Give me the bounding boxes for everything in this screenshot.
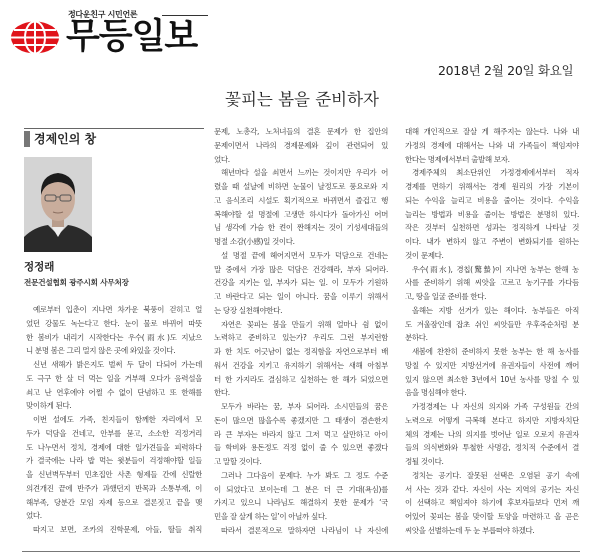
section-marker (24, 131, 30, 147)
bottom-divider (22, 551, 580, 552)
article-text-line: 한 봄비가 내리기 시작한다는 우수(雨水)도 지났으 (26, 332, 202, 342)
article-text-line: 있지 않으면 최소한 3년에서 10년 농사를 망칠 수 있 (405, 374, 579, 384)
article-text-line: 쇠고 난 연후에야 어쩔 수 없이 단념하고 또 한해를 (26, 387, 202, 397)
article-text-line: 체의 경제는 나의 의지를 벗어난 일로 오로지 유권자 (405, 429, 579, 439)
article-text-line: 돈이 많으면 많을수록 좋겠지만 그 태생이 겸손한지 (214, 415, 388, 425)
article-text-line: 이다. 내가 변하지 않고 주변이 변화되기를 원하는 (405, 237, 579, 246)
article-text-line: 해년마다 설을 쇠면서 느끼는 것이지만 우리가 어 (221, 168, 388, 178)
article-text-line: 도 극구 한 살 더 먹는 일을 거부해 오다가 음력설을 (26, 373, 202, 383)
article-text-line: 그러나 그다음이 문제다. 누가 봐도 그 정도 수준 (221, 470, 388, 480)
section-divider (24, 128, 204, 129)
article-text-line: 경제를 면하기 위해서는 경제 원리의 가장 기본이 (405, 182, 579, 191)
article-text-line: 고 바란다고 되는 일이 아니다. 꿈을 이루기 위해서 (214, 292, 388, 301)
section-title: 경제인의 창 (34, 132, 97, 146)
article-text-line: 복해야할 설 명절에 고생만 하시다가 돌아가신 어머 (214, 209, 388, 219)
article-text-line: 는 당장 실천해야한다. (214, 305, 283, 315)
article-text-line: 신년 새해가 밝은지도 벌써 두 달이 다되어 가는데 (33, 360, 202, 369)
article-text-line: 사를 준비하기 위해 씨앗을 고르고 농기구를 가다듬 (405, 278, 579, 288)
author-photo (24, 157, 92, 252)
article-text-line: 워서 건강을 지키고 유지하기 위해서는 새해 아침부 (214, 360, 388, 370)
article-text-line: 되는 수익을 늘리고 비용을 줄이는 것이다. 수익을 (405, 195, 579, 205)
article-text-line: 가 결국에는 나라 밥 먹는 윗분들이 걱정해야할 일들 (26, 456, 202, 466)
article-text-line: 것이 문제다. (405, 250, 444, 260)
article-text-line: 의견개진 끝에 반주가 과했던지 반목과 소통부재, 이 (26, 483, 202, 493)
article-text-line: 문제이면서 나라의 경제문제와 깊이 관련되어 있 (214, 140, 388, 150)
article-text-line: 과 한 치도 어긋남이 없는 정직함을 자연으로부터 배 (214, 347, 388, 356)
article-text-line: 노력으로 어떻게 극복해 본다고 하지만 지방자치단 (405, 415, 579, 425)
article-text-line: 예로부터 입춘이 지나면 차가운 북풍이 걷히고 얼 (33, 305, 202, 314)
article-text-line: 작은 것부터 실천하면 성과는 정직하게 나타날 것 (405, 223, 579, 233)
article-text-line: 렸을 때 설날에 비하면 눈물이 날정도로 풍요로와 지 (214, 182, 388, 191)
article-text-line: 정치는 공기다. 잘못된 선택은 오염된 공기 속에 (412, 470, 579, 480)
article-text-line: 어있어 꽃피는 봄을 맞이할 토양을 마련하고 올 곧은 (405, 512, 579, 521)
article-text-line: 해부족, 당분간 모임 자제 등으로 결론짓고 끝을 맺 (26, 497, 202, 507)
issue-date: 2018년 2월 20일 화요일 (438, 63, 574, 78)
article-text-line: 씨앗을 선별하는데 두 눈 부릅떠야 하겠다. (405, 525, 535, 535)
article-text-line: 정될 것이다. (405, 457, 444, 466)
article-text-line: 들 학비와 용돈정도 걱정 없이 줄 수 있으면 좋겠다 (214, 443, 388, 453)
article-text-line: 노력하고 준비하고 있는가? 우리도 그런 부지런함 (214, 333, 388, 343)
article-text-line: 가지고 있으니 나라님도 해결하지 못한 문제가 ‘국 (214, 498, 388, 508)
article-text-line: 도 나누면서 정치, 경제에 대한 일가견들을 피력하다 (26, 442, 202, 452)
article-text-line: 설 명절 끝에 헤어지면서 모두가 덕담으로 건네는 (221, 250, 388, 260)
article-text-line: 민을 잘 살게 하는 일’이 아닐까 싶다. (214, 512, 327, 521)
article-text-line: 늘리는 방법과 비용을 줄이는 방법은 분명히 있다. (405, 209, 579, 219)
article-text-line: 었다. (214, 154, 230, 164)
article-text-line: 명절 소감(小感)일 것이다. (214, 237, 295, 246)
article-text-line: 가정의 경제에 대해서는 나와 내 가족들이 책임져야 (405, 140, 579, 150)
article-text-line: 한다. (214, 388, 230, 398)
article-text-line: 모두가 바라는 꿈, 부자 되어라. 소시민들의 꿈은 (221, 402, 388, 411)
article-text-line: 경제주체의 최소단위인 가정경제에서부터 적자 (412, 168, 579, 178)
article-text-line: 고 음식조리 시설도 획기적으로 바뀌면서 즐겁고 행 (214, 195, 388, 205)
article-text-line: 고 말할 것이다. (214, 457, 262, 466)
article-text-line: 대해 개인적으로 잘살 게 해주지는 않는다. 나와 내 (405, 127, 579, 136)
article-text-line: 따라서 결론적으로 말하자면 나라님이 나 자신에 (221, 525, 388, 535)
article-text-line: 올해는 지방 선거가 있는 해이다. 농부들은 아직 (412, 305, 579, 315)
article-text-line: 이번 설에도 가족, 친지들이 함께한 자리에서 모 (33, 415, 202, 424)
slogan-divider (162, 15, 208, 16)
article-text-line: 니 분명 봄은 그리 멀지 않은 곳에 와있을 것이다. (26, 346, 176, 356)
article-text-line: 터 한 가지라도 결심하고 실천하는 한 해가 되었으면 (214, 374, 388, 384)
article-column-1 (26, 303, 202, 537)
article-text-line: 문제, 노총각, 노처녀들의 결혼 문제가 한 집안의 (214, 127, 388, 136)
masthead-slogan: 정다운친구 시민언론 (68, 10, 138, 19)
newspaper-logo: 무등일보 (66, 17, 198, 57)
article-text-line: 서 사는 것과 같다. 자신이 사는 지역의 공기는 자신 (405, 484, 579, 494)
article-text-line: 이 선택하고 책임져야 하기에 후보자들보다 먼저 깨 (405, 498, 579, 508)
article-text-line: 이 되었다고 보이는데 그 분은 더 큰 기대(욕심)를 (214, 484, 388, 494)
article-text-line: 님 생각에 가슴 한 켠이 짠해지는 것이 기성세대들의 (214, 223, 388, 233)
article-column-3 (405, 125, 579, 538)
article-text-line: 도 겨울잠인데 잡초 쉬인 씨앗들만 우후죽순처럼 분 (405, 319, 579, 329)
article-text-line: 들의 의식변화와 투철한 사명감, 정치적 수준에서 결 (405, 443, 579, 453)
article-text-line: 자연은 꽃피는 봄을 만들기 위해 얼마나 쉼 없이 (221, 319, 388, 329)
article-text-line: 라 큰 부자는 바라지 않고 그저 먹고 살만하고 아이 (214, 429, 388, 439)
article-text-line: 새봄에 찬찬히 준비하지 못한 농부는 한 해 농사를 (412, 347, 579, 356)
article-text-line: 고, 땅을 일굴 준비를 한다. (405, 292, 487, 301)
article-text-line: 건강을 지키는 일, 부자가 되는 일. 이 모두가 기원하 (214, 278, 388, 288)
article-text-line: 말 중에서 가장 많은 덕담은 건강해라, 부자 되어라. (214, 264, 388, 274)
article-text-line: 망칠 수 있지만 지방선거에 유권자들이 사전에 깨어 (405, 360, 579, 370)
article-text-line: 따지고 보면, 조카의 진학문제, 아들, 딸들 취직 (33, 525, 202, 534)
article-text-line: 을 신년벽두부터 민초집안 사촌 형제들 간에 신랄한 (26, 470, 202, 479)
article-title: 꽃피는 봄을 준비하자 (225, 90, 379, 109)
article-text-line: 었던 강물도 녹는다고 한다. 눈이 물로 바뀌어 따뜻 (26, 318, 202, 328)
author-name: 정정래 (24, 261, 55, 273)
article-text-line: 맞이하게 된다. (26, 401, 72, 411)
article-text-line: 가정경제는 나 자신의 의지와 가족 구성원들 간의 (412, 402, 579, 411)
article-column-2 (214, 125, 388, 538)
author-role: 전문건설협회 광주시회 사무처장 (24, 278, 129, 287)
logo-globe-icon (10, 21, 60, 54)
article-text-line: 분하다. (405, 333, 428, 343)
article-text-line: 두가 덕담을 건네고, 안부를 묻고, 소소한 걱정거리 (26, 428, 202, 438)
article-text-line: 었다. (26, 511, 42, 521)
article-text-line: 우수(雨水), 경칩(驚蟄)이 지나면 농부는 한해 농 (412, 264, 579, 274)
article-text-line: 음을 명심해야 한다. (405, 388, 467, 398)
article-text-line: 한다는 명제에서부터 출발해 보자. (405, 154, 510, 164)
